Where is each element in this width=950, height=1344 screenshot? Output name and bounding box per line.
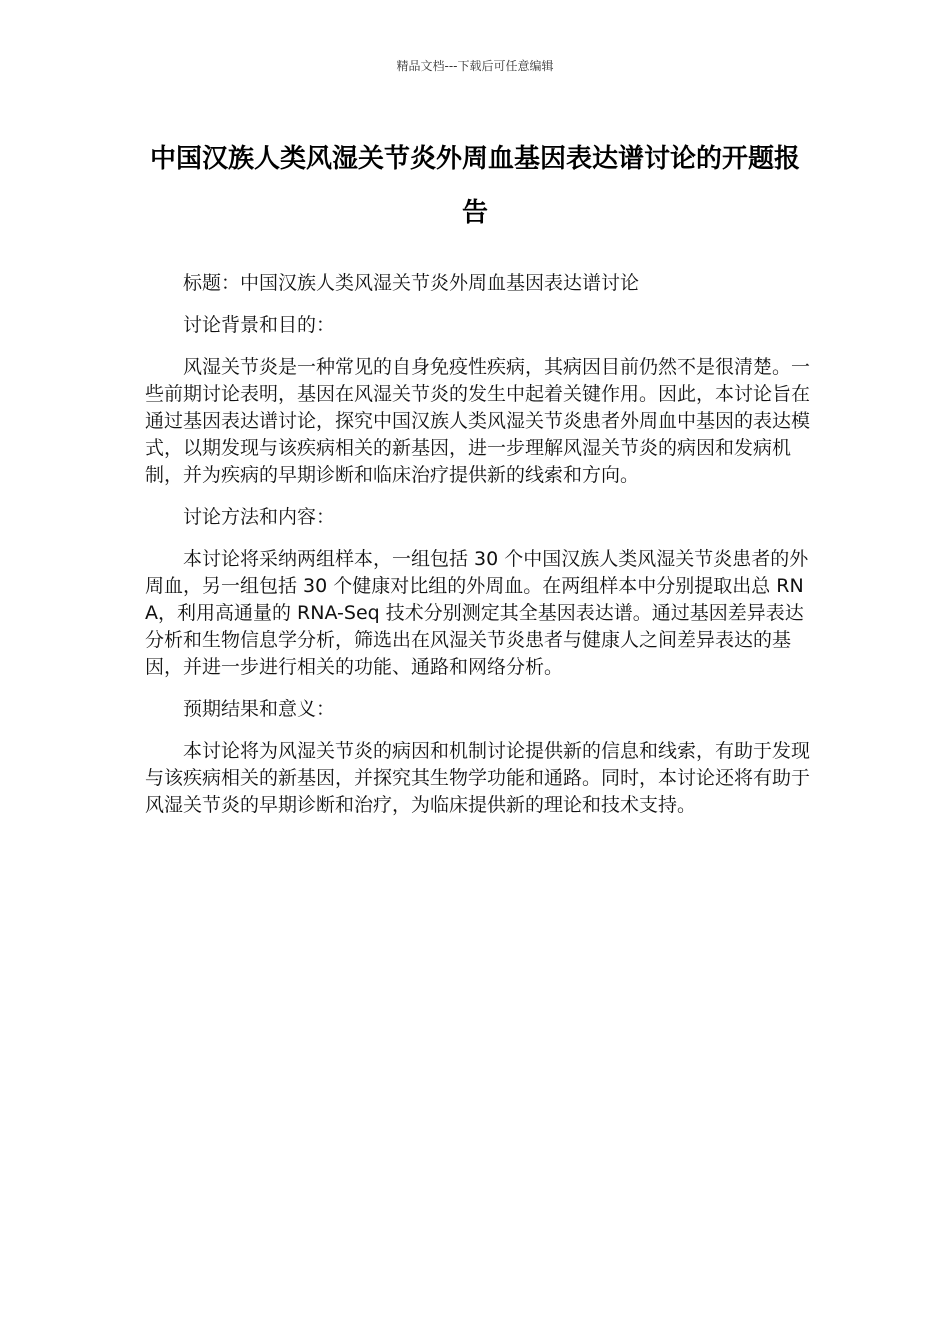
document-body [145,270,810,834]
document-title: 中国汉族人类风湿关节炎外周血基因表达谱讨论的开题报告 [149,144,800,228]
section-heading-methods: 讨论方法和内容： [183,506,336,528]
section-heading-background: 讨论背景和目的： [183,314,336,336]
paragraph-methods: 本讨论将采纳两组样本，一组包括 30 个中国汉族人类风湿关节炎患者的外周血，另一组包括 30 个健康对比组的外周血。在两组样本中分别提取出总 RNA，利用高通量的 RNA-Seq 技术分别测定其全基因表达谱。通过基因差异表达分析和生物信息学分析，筛选出在风湿关节炎患者与健康人之间差异表达的基因，并进一步进行相关的功能、通路和网络分析。 [145,548,809,678]
paragraph-background: 风湿关节炎是一种常见的自身免疫性疾病，其病因目前仍然不是很清楚。一些前期讨论表明，基因在风湿关节炎的发生中起着关键作用。因此，本讨论旨在通过基因表达谱讨论，探究中国汉族人类风湿关节炎患者外周血中基因的表达模式，以期发现与该疾病相关的新基因，进一步理解风湿关节炎的病因和发病机制，并为疾病的早期诊断和临床治疗提供新的线索和方向。 [145,356,811,486]
header-note: 精品文档---下载后可任意编辑 [396,59,554,73]
subject-line: 标题：中国汉族人类风湿关节炎外周血基因表达谱讨论 [183,272,640,294]
section-heading-results: 预期结果和意义： [183,698,336,720]
paragraph-results: 本讨论将为风湿关节炎的病因和机制讨论提供新的信息和线索，有助于发现与该疾病相关的新基因，并探究其生物学功能和通路。同时，本讨论还将有助于风湿关节炎的早期诊断和治疗，为临床提供新的理论和技术支持。 [145,740,811,816]
